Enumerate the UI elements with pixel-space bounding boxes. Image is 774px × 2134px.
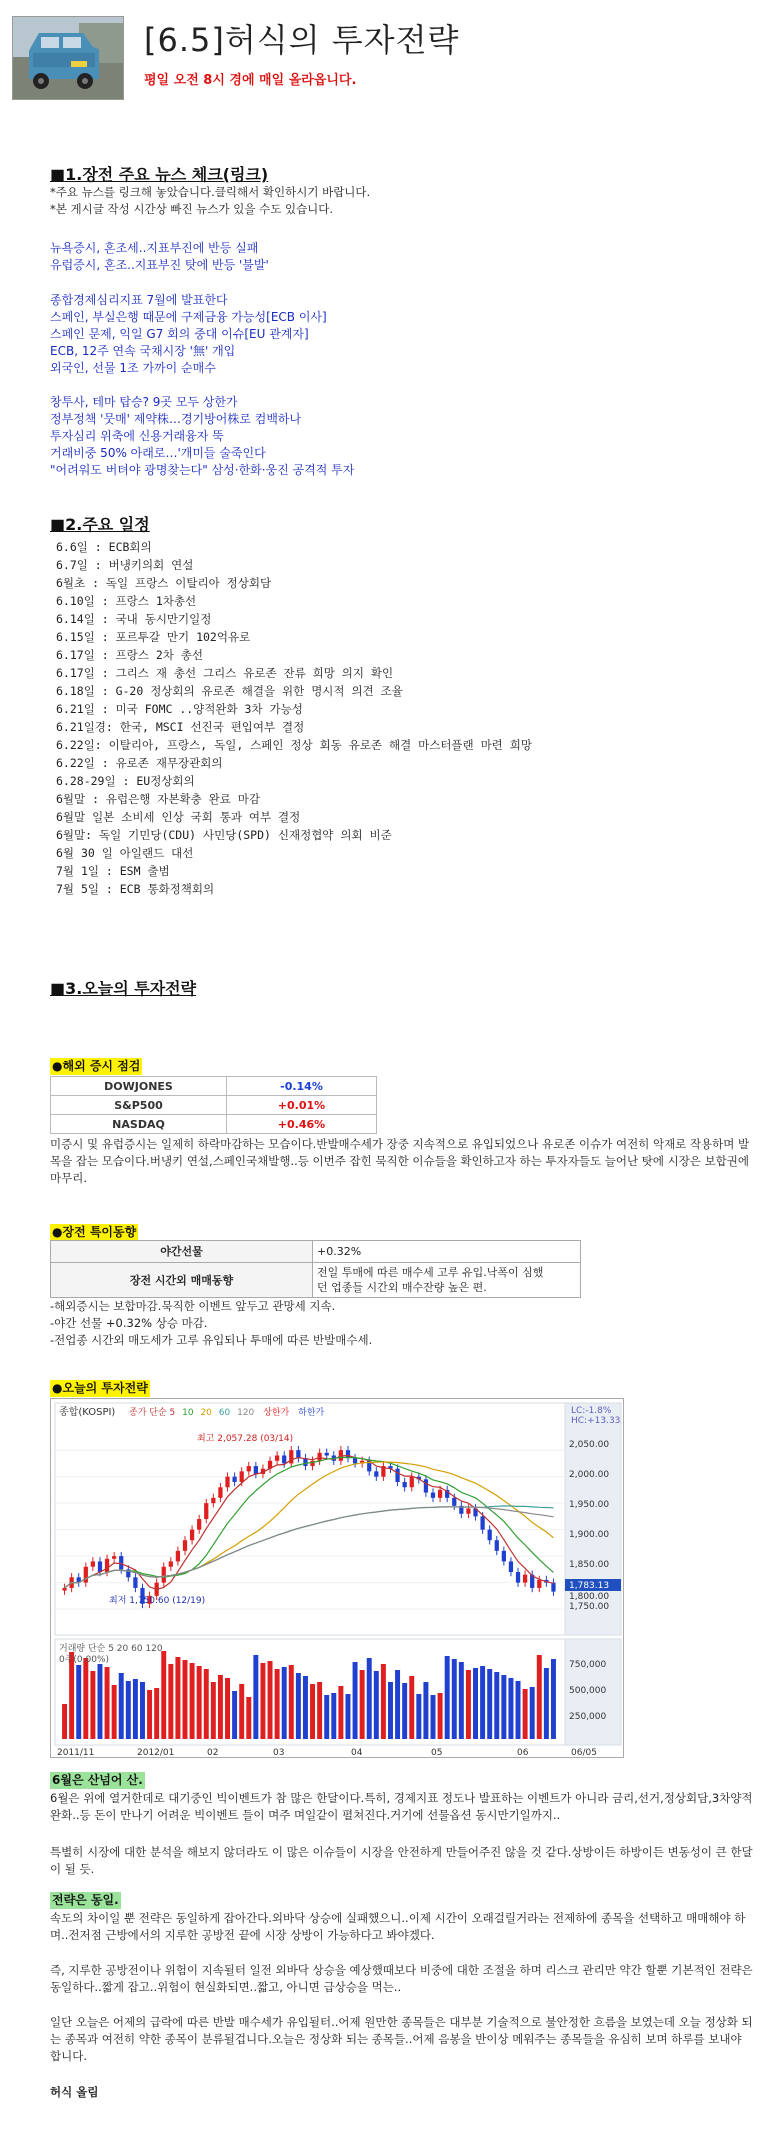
flow-bullets xyxy=(50,1298,756,1349)
volume-bar xyxy=(62,1704,67,1739)
schedule-item: 7월 1일 : ESM 출범 xyxy=(56,864,170,878)
legend-ma10: 10 xyxy=(182,1408,194,1418)
volume-bar xyxy=(508,1678,513,1739)
schedule-item: 6.22일: 이탈리아, 프랑스, 독일, 스페인 정상 회동 유로존 해결 마스터플랜 마련 희망 xyxy=(56,738,532,752)
news-link[interactable]: 종합경제심리지표 7월에 발표한다 xyxy=(50,293,228,307)
candle-body xyxy=(551,1583,555,1592)
table-row xyxy=(51,1263,581,1298)
candle-body xyxy=(353,1458,357,1463)
candle-body xyxy=(289,1450,293,1463)
news-link[interactable]: 외국인, 선물 1조 가까이 순매수 xyxy=(50,361,216,375)
candle-body xyxy=(190,1530,194,1541)
price-tick: 2,000.00 xyxy=(569,1470,610,1480)
schedule-item: 6.22일 : 유로존 재무장관회의 xyxy=(56,756,223,770)
candle-body xyxy=(488,1530,492,1541)
x-tick: 05 xyxy=(431,1748,443,1758)
table-row xyxy=(51,1077,377,1096)
news-group-3 xyxy=(50,394,750,479)
section1-notes xyxy=(50,184,750,218)
candle-body xyxy=(169,1561,173,1566)
schedule-item: 6월말: 독일 기민당(CDU) 사민당(SPD) 신재정협약 의회 비준 xyxy=(56,828,392,842)
x-tick: 2011/11 xyxy=(57,1748,95,1758)
candle-body xyxy=(91,1561,95,1566)
schedule-item: 6.15일 : 포르투갈 만기 102억유로 xyxy=(56,630,251,644)
candle-body xyxy=(480,1516,484,1529)
candle-body xyxy=(204,1503,208,1519)
x-tick: 03 xyxy=(273,1748,285,1758)
schedule-item: 6.14일 : 국내 동시만기일정 xyxy=(56,612,212,626)
flow-bullet: -전업종 시간외 매도세가 고루 유입되나 투매에 따른 반발매수세. xyxy=(50,1333,373,1347)
volume-bar xyxy=(161,1651,166,1739)
candle-body xyxy=(119,1556,123,1569)
candle-body xyxy=(197,1519,201,1530)
schedule-item: 6.17일 : 그리스 재 총선 그리스 유로존 잔류 희망 의지 확인 xyxy=(56,666,394,680)
volume-bar xyxy=(140,1682,145,1739)
volume-bar xyxy=(282,1667,287,1739)
sub1-label-wrap xyxy=(50,1772,750,1789)
candle-body xyxy=(176,1551,180,1562)
candle-body xyxy=(62,1588,66,1591)
market-name: S&P500 xyxy=(51,1096,227,1115)
market-name: DOWJONES xyxy=(51,1077,227,1096)
legend-ma5: 종가 단순 5 xyxy=(129,1408,176,1418)
volume-bar xyxy=(494,1672,499,1739)
price-tick: 2,050.00 xyxy=(569,1440,610,1450)
volume-bar xyxy=(466,1670,471,1739)
overseas-label-wrap xyxy=(50,1058,750,1075)
candle-body xyxy=(218,1487,222,1498)
kospi-chart xyxy=(50,1398,624,1758)
volume-bar xyxy=(487,1669,492,1739)
candle-body xyxy=(410,1477,414,1488)
volume-bar xyxy=(260,1663,265,1739)
volume-bar xyxy=(360,1670,365,1739)
volume-bar xyxy=(275,1669,280,1739)
signature: 허식 올림 xyxy=(50,2085,99,2099)
volume-bar xyxy=(133,1679,138,1739)
volume-bar xyxy=(423,1682,428,1739)
sub1-label: 6월은 산넘어 산. xyxy=(52,1773,143,1787)
volume-bar xyxy=(395,1670,400,1739)
schedule-item: 6월 30 일 아일랜드 대선 xyxy=(56,846,194,860)
volume-bar xyxy=(147,1690,152,1739)
flow-label-cell: 야간선물 xyxy=(51,1241,313,1263)
section1-title: ■1.장전 주요 뉴스 체크(링크) xyxy=(50,165,269,184)
volume-axis xyxy=(569,1660,606,1722)
header xyxy=(12,16,762,100)
candle-body xyxy=(162,1567,166,1583)
candle-body xyxy=(424,1479,428,1492)
x-axis xyxy=(57,1748,597,1758)
car-photo-icon xyxy=(13,17,124,100)
sub1-paragraph-2: 특별히 시장에 대한 분석을 해보지 않더라도 이 많은 이슈들이 시장을 안전하게 만들어주진 않을 것 같다.상방이든 하방이든 변동성이 큰 한달이 될 듯. xyxy=(50,1845,753,1876)
volume-bar xyxy=(501,1675,506,1739)
x-tick: 06/05 xyxy=(571,1748,597,1758)
legend-ma60: 60 xyxy=(218,1408,231,1418)
volume-tick: 250,000 xyxy=(569,1712,607,1722)
volume-tick: 750,000 xyxy=(569,1660,607,1670)
candle-body xyxy=(133,1577,137,1588)
candle-body xyxy=(523,1575,527,1583)
candle-body xyxy=(509,1561,513,1572)
volume-bar xyxy=(317,1682,322,1739)
price-tick: 1,850.00 xyxy=(569,1560,610,1570)
candle-body xyxy=(431,1493,435,1498)
note-line: *본 게시글 작성 시간상 빠진 뉴스가 있을 수도 있습니다. xyxy=(50,202,334,216)
candle-body xyxy=(282,1455,286,1463)
chart-title: 종합(KOSPI) xyxy=(59,1407,116,1418)
volume-bar xyxy=(551,1659,556,1739)
volume-bar xyxy=(175,1657,180,1739)
section2-title: ■2.주요 일정 xyxy=(50,515,150,534)
volume-bar xyxy=(105,1667,110,1739)
flow-table xyxy=(50,1240,581,1298)
overseas-text: 미증시 및 유럽증시는 일제히 하락마감하는 모습이다.반발매수세가 장중 지속적으로 유입되었으나 유로존 이슈가 여전히 악재로 작용하며 발목을 잡는 모습이다.버냉키 연설,스페인국채발행..등 이번주 잡힌 묵직한 이슈들을 확인하고자 하는 투자자들도 늘어난 탓에 시장은 보합권에 마무리. xyxy=(50,1137,750,1185)
table-row xyxy=(51,1096,377,1115)
schedule-item: 6.10일 : 프랑스 1차총선 xyxy=(56,594,197,608)
news-group-1 xyxy=(50,240,750,274)
schedule-item: 6.21일 : 미국 FOMC ..양적완화 3차 가능성 xyxy=(56,702,303,716)
volume-bar xyxy=(388,1682,393,1739)
volume-bar xyxy=(402,1683,407,1739)
volume-bar xyxy=(225,1678,230,1739)
news-group-2 xyxy=(50,292,750,377)
volume-bar xyxy=(473,1668,478,1739)
candle-body xyxy=(325,1453,329,1456)
schedule-item: 6.21일경: 한국, MSCI 선진국 편입여부 결정 xyxy=(56,720,305,734)
market-value: -0.14% xyxy=(227,1077,377,1096)
volume-bar xyxy=(126,1681,131,1739)
volume-bar xyxy=(211,1682,216,1739)
price-tick: 1,900.00 xyxy=(569,1530,610,1540)
candle-body xyxy=(466,1508,470,1513)
candle-body xyxy=(318,1453,322,1461)
volume-bar xyxy=(416,1694,421,1739)
annotation-low: 최저 1,750.60 (12/19) xyxy=(109,1596,206,1606)
volume-bar xyxy=(218,1675,223,1739)
x-tick: 04 xyxy=(351,1748,363,1758)
schedule-item: 6.18일 : G-20 정상회의 유로존 해결을 위한 명시적 의견 조율 xyxy=(56,684,403,698)
legend-ma120: 120 xyxy=(237,1408,255,1418)
table-row xyxy=(51,1241,581,1263)
volume-bar xyxy=(544,1668,549,1739)
news-link[interactable]: 유럽증시, 혼조..지표부진 탓에 반등 '불발' xyxy=(50,258,269,272)
table-row xyxy=(51,1115,377,1134)
volume-bar xyxy=(516,1681,521,1739)
schedule-item: 6월초 : 독일 프랑스 이탈리아 정상회담 xyxy=(56,576,272,590)
volume-bar xyxy=(168,1664,173,1739)
volume-bar xyxy=(310,1684,315,1739)
section3-title: ■3.오늘의 투자전략 xyxy=(50,979,197,998)
price-tick: 1,800.00 xyxy=(569,1592,610,1602)
strategy-label: ●오늘의 투자전략 xyxy=(52,1381,148,1395)
x-tick: 06 xyxy=(517,1748,529,1758)
kospi-chart-svg xyxy=(51,1399,625,1759)
flow-label-wrap xyxy=(50,1224,750,1241)
flow-label: ●장전 특이동향 xyxy=(52,1225,137,1239)
candle-body xyxy=(225,1477,229,1488)
schedule-item: 6.6일 : ECB회의 xyxy=(56,540,152,554)
sub1-paragraph-1: 6월은 위에 열거한데로 대기중인 빅이벤트가 참 많은 한달이다.특히, 경제지표 정도나 발표하는 이벤트가 아니라 금리,선거,정상회담,3차양적완화..등 돈이 만나기 어려운 빅이벤트 들이 며주 며일같이 펼쳐진다.거기에 선물옵션 동시만기일까지.. xyxy=(50,1791,753,1822)
volume-bar xyxy=(119,1673,124,1739)
volume-bar xyxy=(530,1687,535,1739)
flow-bullet: -해외증시는 보합마감.묵직한 이벤트 앞두고 관망세 지속. xyxy=(50,1299,336,1313)
news-link[interactable]: 창투사, 테마 탑승? 9곳 모두 상한가 xyxy=(50,395,238,409)
volume-bar xyxy=(112,1685,117,1739)
volume-bar xyxy=(438,1693,443,1739)
candle-body xyxy=(105,1559,109,1572)
strategy-label-wrap xyxy=(50,1380,750,1397)
volume-bar xyxy=(296,1673,301,1739)
volume-bar xyxy=(452,1659,457,1739)
sub2-label: 전략은 동일. xyxy=(52,1893,119,1907)
schedule-item: 6월말 일본 소비세 인상 국회 통과 여부 결정 xyxy=(56,810,301,824)
price-tick: 1,950.00 xyxy=(569,1500,610,1510)
news-link[interactable]: 스페인 문제, 익일 G7 회의 중대 이슈[EU 관계자] xyxy=(50,327,309,341)
news-link[interactable]: 정부정책 '뭇매' 제약株…경기방어株로 컴백하나 xyxy=(50,412,302,426)
volume-bar xyxy=(197,1666,202,1739)
flow-bullet: -야간 선물 +0.32% 상승 마감. xyxy=(50,1316,208,1330)
volume-bar xyxy=(190,1663,195,1739)
candle-body xyxy=(183,1540,187,1551)
candle-body xyxy=(240,1471,244,1482)
legend-lc: LC:-1.8% xyxy=(571,1406,612,1416)
candle-body xyxy=(247,1466,251,1471)
page-title: [6.5]허식의 투자전략 xyxy=(144,21,460,59)
volume-bar xyxy=(204,1669,209,1739)
news-link[interactable]: ECB, 12주 연속 국채시장 '無' 개입 xyxy=(50,344,236,358)
sub2-paragraph-1: 속도의 차이일 뿐 전략은 동일하게 잡아간다.외바닥 상승에 실패했으니..이제 시간이 오래걸릴거라는 전제하에 종목을 선택하고 매매해야 하며..전저점 근방에서의 지루한 공방전 끝에 시장 상방이 가능하다고 봐야겠다. xyxy=(50,1911,746,1942)
volume-bar xyxy=(69,1652,74,1739)
volume-bar xyxy=(338,1686,343,1739)
news-link[interactable]: 스페인, 부실은행 때문에 구제금융 가능성[ECB 이사] xyxy=(50,310,327,324)
volume-bar xyxy=(268,1661,273,1739)
note-line: *주요 뉴스를 링크해 놓았습니다.클릭해서 확인하시기 바랍니다. xyxy=(50,185,371,199)
candle-body xyxy=(112,1556,116,1559)
x-tick: 2012/01 xyxy=(137,1748,175,1758)
last-price: 1,783.13 xyxy=(569,1581,610,1591)
volume-bar xyxy=(431,1695,436,1739)
volume-bar xyxy=(289,1665,294,1739)
volume-bar xyxy=(353,1662,358,1739)
volume-bar xyxy=(480,1666,485,1739)
market-name: NASDAQ xyxy=(51,1115,227,1134)
volume-bar xyxy=(76,1665,81,1739)
volume-bar xyxy=(367,1658,372,1739)
volume-bar xyxy=(232,1691,237,1739)
flow-value-line: 전일 투매에 따른 매수세 고루 유입.낙폭이 심했 xyxy=(317,1266,544,1279)
news-link[interactable]: 뉴욕증시, 혼조세..지표부진에 반등 실패 xyxy=(50,241,259,255)
candle-body xyxy=(395,1469,399,1482)
volume-bar xyxy=(331,1693,336,1739)
volume-bar xyxy=(523,1689,528,1739)
annotation-high: 최고 2,057.28 (03/14) xyxy=(197,1434,294,1444)
candle-body xyxy=(438,1490,442,1498)
price-tick: 1,750.00 xyxy=(569,1602,610,1612)
volume-legend-2: 0주(0.00%) xyxy=(59,1655,110,1665)
market-value: +0.01% xyxy=(227,1096,377,1115)
page-subtitle: 평일 오전 8시 경에 매일 올라옵니다. xyxy=(144,73,357,88)
candle-body xyxy=(452,1498,456,1506)
candle-body xyxy=(502,1551,506,1562)
volume-bar xyxy=(239,1684,244,1739)
volume-bar xyxy=(253,1655,258,1739)
candle-body xyxy=(254,1466,258,1474)
overseas-label: ●해외 증시 점검 xyxy=(52,1059,141,1073)
volume-bar xyxy=(246,1697,251,1739)
header-photo xyxy=(12,16,124,100)
volume-bar xyxy=(303,1676,308,1739)
volume-bar xyxy=(345,1694,350,1739)
volume-bar xyxy=(183,1660,188,1739)
candle-body xyxy=(403,1482,407,1487)
sub2-paragraph-3: 일단 오늘은 어제의 급락에 따른 반발 매수세가 유입될터..어제 원만한 종목들은 대부분 기술적으로 불안정한 흐름을 보였는데 오늘 정상화 되는 종목과 여전히 약한 종목이 분류될겁니다.오늘은 정상화 되는 종목들..어제 음봉을 반이상 메워주는 종목들을 유심히 보며 하루를 보내야 합니다. xyxy=(50,2015,753,2063)
volume-bar xyxy=(445,1656,450,1739)
schedule-item: 6월말 : 유럽은행 자본확충 완료 마감 xyxy=(56,792,260,806)
candle-body xyxy=(537,1580,541,1588)
news-link[interactable]: 거래비중 50% 아래로…'개미들 술죽인다 xyxy=(50,446,266,460)
volume-bar xyxy=(459,1662,464,1739)
volume-bar xyxy=(381,1664,386,1739)
volume-bar xyxy=(90,1671,95,1739)
candle-body xyxy=(84,1567,88,1583)
market-value: +0.46% xyxy=(227,1115,377,1134)
news-link[interactable]: 투자심리 위축에 신용거래융자 뚝 xyxy=(50,429,224,443)
volume-legend: 거래량 단순 5 20 60 120 xyxy=(59,1644,163,1654)
candle-body xyxy=(211,1498,215,1503)
flow-label-cell: 장전 시간외 매매동향 xyxy=(51,1263,313,1298)
sub2-paragraph-2: 즉, 지루한 공방전이나 위험이 지속될터 일전 외바닥 상승을 예상했때보다 비중에 대한 조절을 하며 리스크 관리만 약간 할뿐 기본적인 전략은 동일하다..짧게 잡고..위험이 현실화되면..짧고, 아니면 급상승을 먹는.. xyxy=(50,1963,753,1994)
x-tick: 02 xyxy=(207,1748,219,1758)
candle-body xyxy=(275,1455,279,1460)
legend-upper: 상한가 xyxy=(263,1408,290,1418)
volume-bar xyxy=(83,1658,88,1739)
volume-bar xyxy=(324,1695,329,1739)
candle-body xyxy=(374,1471,378,1476)
legend-lower: 하한가 xyxy=(298,1408,325,1418)
volume-bar xyxy=(97,1664,102,1739)
schedule-list xyxy=(56,538,756,898)
volume-bar xyxy=(154,1688,159,1739)
volume-bar xyxy=(537,1655,542,1739)
schedule-item: 6.17일 : 프랑스 2차 총선 xyxy=(56,648,203,662)
schedule-item: 7월 5일 : ECB 통화정책회의 xyxy=(56,882,215,896)
volume-tick: 500,000 xyxy=(569,1686,607,1696)
candle-body xyxy=(516,1572,520,1583)
flow-value-cell: +0.32% xyxy=(313,1241,581,1263)
volume-bar xyxy=(374,1671,379,1739)
legend-hc: HC:+13.33 xyxy=(571,1416,621,1426)
sub2-label-wrap xyxy=(50,1892,750,1909)
legend-ma20: 20 xyxy=(200,1408,212,1418)
market-table xyxy=(50,1076,377,1134)
volume-bar xyxy=(409,1676,414,1739)
candle-body xyxy=(232,1477,236,1482)
flow-value-cell xyxy=(313,1263,581,1298)
candle-body xyxy=(98,1561,102,1572)
news-link[interactable]: "어려워도 버텨야 광명찾는다" 삼성·한화·웅진 공격적 투자 xyxy=(50,463,355,477)
flow-value-line: 던 업종들 시간외 매수잔량 높은 편. xyxy=(317,1281,487,1294)
schedule-item: 6.28-29일 : EU정상회의 xyxy=(56,774,195,788)
candle-body xyxy=(495,1540,499,1551)
schedule-item: 6.7일 : 버냉키의회 연설 xyxy=(56,558,194,572)
candle-body xyxy=(296,1450,300,1458)
